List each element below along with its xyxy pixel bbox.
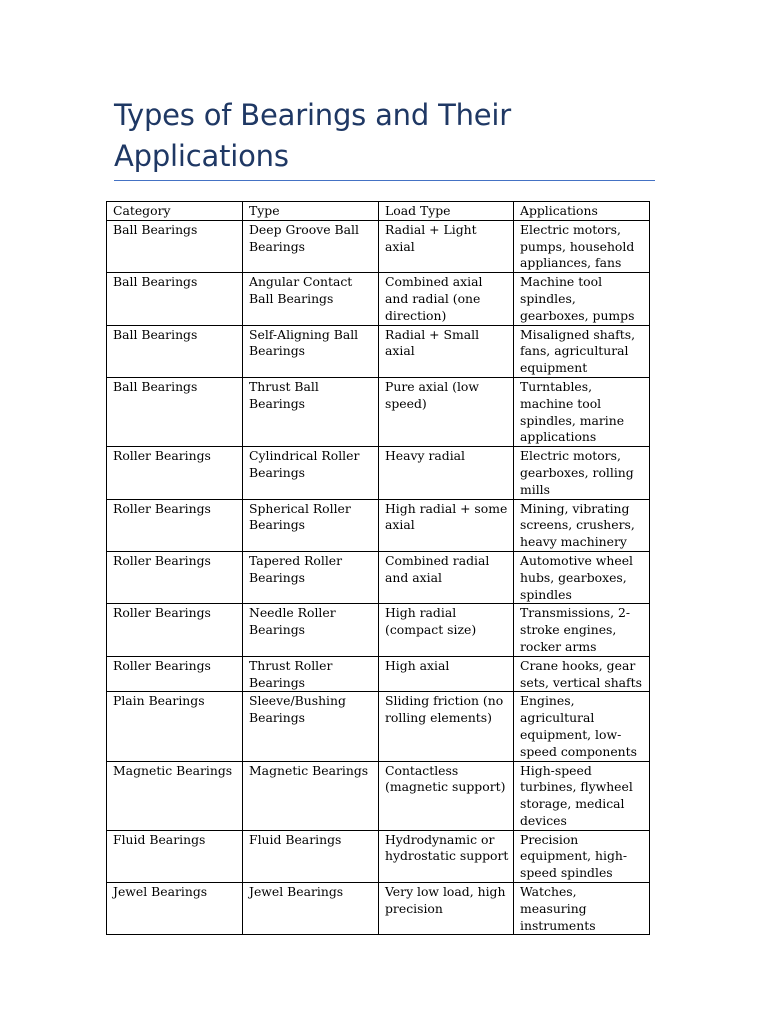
table-row <box>107 447 650 499</box>
cell-category: Jewel Bearings <box>107 883 243 935</box>
cell-category: Plain Bearings <box>107 692 243 761</box>
cell-load-type: Radial + Light axial <box>379 220 514 272</box>
cell-category: Ball Bearings <box>107 377 243 446</box>
header-category: Category <box>107 202 243 221</box>
cell-type: Jewel Bearings <box>243 883 379 935</box>
cell-applications: High-speed turbines, flywheel storage, medical devices <box>514 761 650 830</box>
cell-applications: Misaligned shafts, fans, agricultural equipment <box>514 325 650 377</box>
cell-category: Roller Bearings <box>107 499 243 551</box>
cell-applications: Machine tool spindles, gearboxes, pumps <box>514 273 650 325</box>
table-row <box>107 220 650 272</box>
cell-load-type: High radial (compact size) <box>379 604 514 656</box>
cell-type: Fluid Bearings <box>243 830 379 882</box>
cell-load-type: Combined axial and radial (one direction) <box>379 273 514 325</box>
title-underline <box>114 180 655 181</box>
header-applications: Applications <box>514 202 650 221</box>
table-header-row <box>107 202 650 221</box>
cell-applications: Turntables, machine tool spindles, marine applications <box>514 377 650 446</box>
cell-category: Fluid Bearings <box>107 830 243 882</box>
cell-category: Roller Bearings <box>107 656 243 692</box>
table-row <box>107 325 650 377</box>
table-row <box>107 499 650 551</box>
cell-type: Cylindrical Roller Bearings <box>243 447 379 499</box>
cell-category: Ball Bearings <box>107 273 243 325</box>
cell-load-type: Hydrodynamic or hydrostatic support <box>379 830 514 882</box>
table-row <box>107 377 650 446</box>
cell-load-type: Heavy radial <box>379 447 514 499</box>
cell-category: Roller Bearings <box>107 447 243 499</box>
cell-type: Spherical Roller Bearings <box>243 499 379 551</box>
cell-type: Thrust Roller Bearings <box>243 656 379 692</box>
cell-load-type: Very low load, high precision <box>379 883 514 935</box>
cell-applications: Precision equipment, high-speed spindles <box>514 830 650 882</box>
table-row <box>107 273 650 325</box>
cell-load-type: High axial <box>379 656 514 692</box>
bearings-table <box>106 201 650 935</box>
page-title: Types of Bearings and Their Applications <box>114 98 512 173</box>
cell-type: Needle Roller Bearings <box>243 604 379 656</box>
cell-applications: Automotive wheel hubs, gearboxes, spindles <box>514 551 650 603</box>
cell-type: Tapered Roller Bearings <box>243 551 379 603</box>
cell-applications: Electric motors, pumps, household appliances, fans <box>514 220 650 272</box>
cell-category: Magnetic Bearings <box>107 761 243 830</box>
table-row <box>107 604 650 656</box>
cell-load-type: Radial + Small axial <box>379 325 514 377</box>
table-row <box>107 830 650 882</box>
cell-category: Ball Bearings <box>107 220 243 272</box>
cell-category: Roller Bearings <box>107 551 243 603</box>
cell-type: Deep Groove Ball Bearings <box>243 220 379 272</box>
cell-load-type: Pure axial (low speed) <box>379 377 514 446</box>
cell-load-type: High radial + some axial <box>379 499 514 551</box>
table-row <box>107 761 650 830</box>
cell-type: Thrust Ball Bearings <box>243 377 379 446</box>
cell-type: Sleeve/Bushing Bearings <box>243 692 379 761</box>
cell-applications: Watches, measuring instruments <box>514 883 650 935</box>
cell-applications: Crane hooks, gear sets, vertical shafts <box>514 656 650 692</box>
cell-type: Angular Contact Ball Bearings <box>243 273 379 325</box>
cell-category: Ball Bearings <box>107 325 243 377</box>
cell-type: Magnetic Bearings <box>243 761 379 830</box>
cell-type: Self-Aligning Ball Bearings <box>243 325 379 377</box>
cell-applications: Electric motors, gearboxes, rolling mills <box>514 447 650 499</box>
table-row <box>107 692 650 761</box>
table-row <box>107 656 650 692</box>
cell-load-type: Combined radial and axial <box>379 551 514 603</box>
cell-load-type: Contactless (magnetic support) <box>379 761 514 830</box>
table-row <box>107 883 650 935</box>
table-row <box>107 551 650 603</box>
header-type: Type <box>243 202 379 221</box>
cell-applications: Transmissions, 2-stroke engines, rocker arms <box>514 604 650 656</box>
cell-category: Roller Bearings <box>107 604 243 656</box>
header-load-type: Load Type <box>379 202 514 221</box>
cell-applications: Mining, vibrating screens, crushers, heavy machinery <box>514 499 650 551</box>
cell-applications: Engines, agricultural equipment, low-speed components <box>514 692 650 761</box>
cell-load-type: Sliding friction (no rolling elements) <box>379 692 514 761</box>
